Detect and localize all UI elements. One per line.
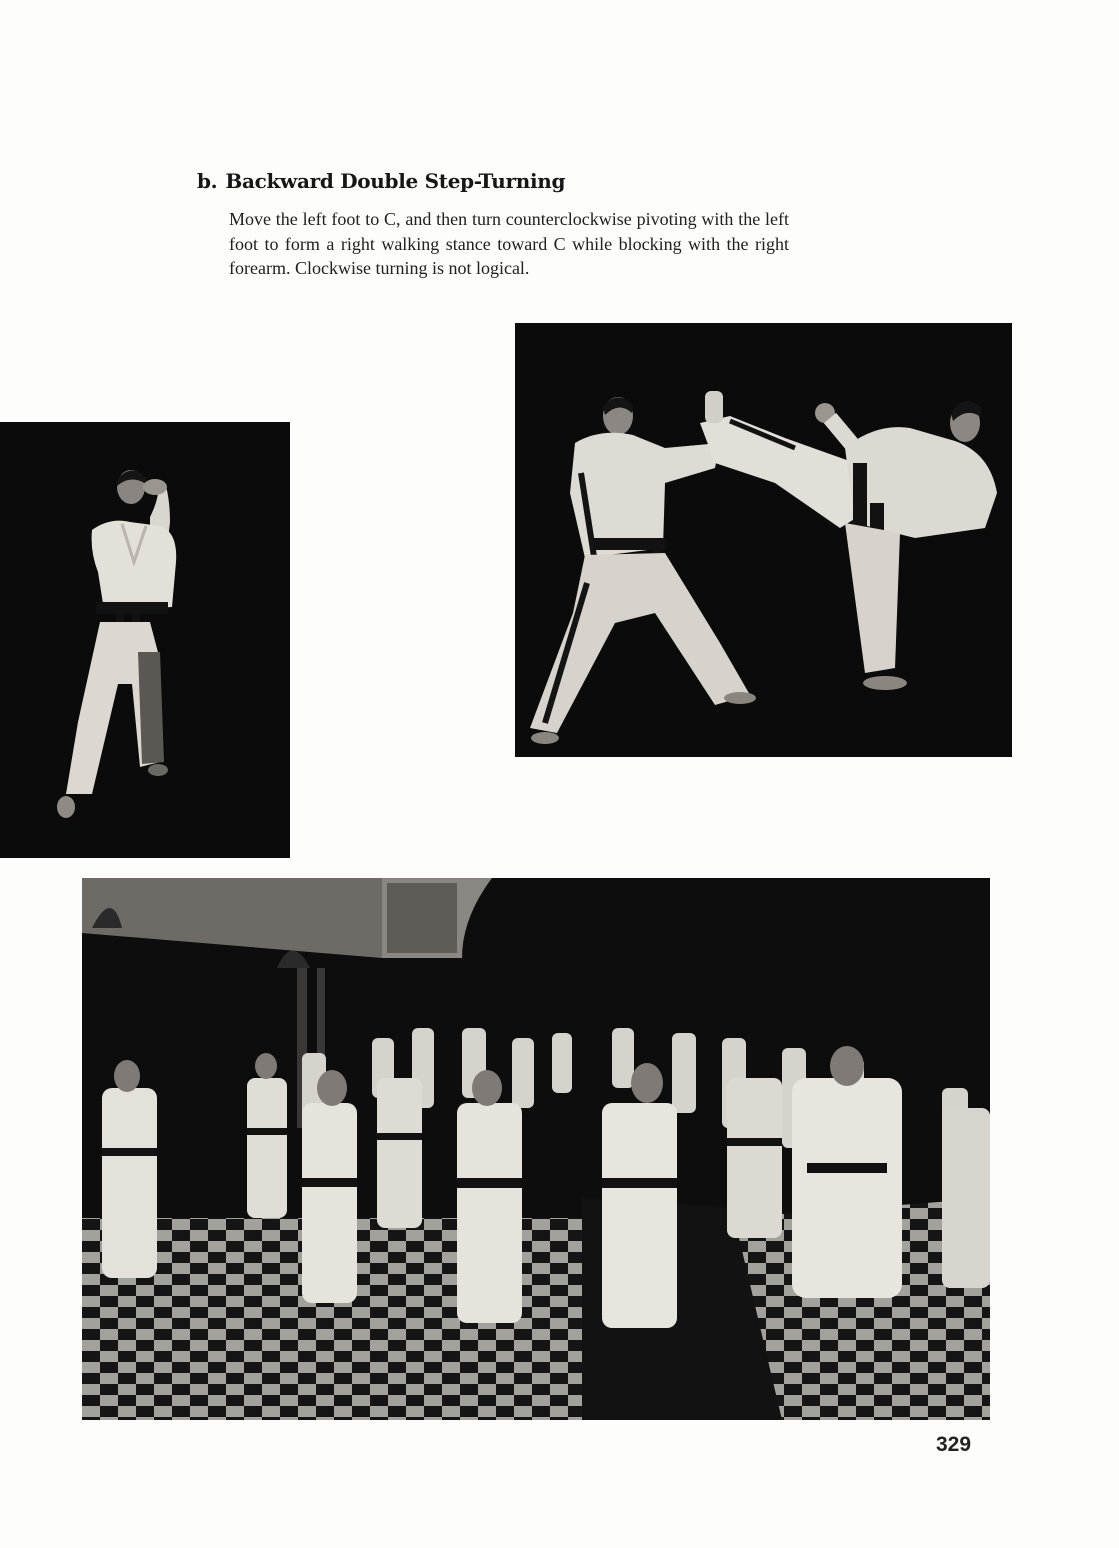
section-marker: b. [197, 169, 218, 193]
group-training-illustration [82, 878, 990, 1420]
figure-left-photo [0, 422, 290, 858]
practitioner-blocking-illustration [0, 422, 290, 858]
section-title: Backward Double Step-Turning [225, 169, 566, 193]
section-body: Move the left foot to C, and then turn counterclockwise pivoting with the left foot to form a right walking stance toward C while blocking with the right forearm. Clockwise turning is not logical. [229, 209, 789, 278]
figure-bottom-photo [82, 878, 990, 1420]
section-heading [197, 167, 565, 195]
page-number: 329 [936, 1433, 972, 1456]
figure-right-photo [515, 323, 1012, 757]
kick-and-block-illustration [515, 323, 1012, 757]
